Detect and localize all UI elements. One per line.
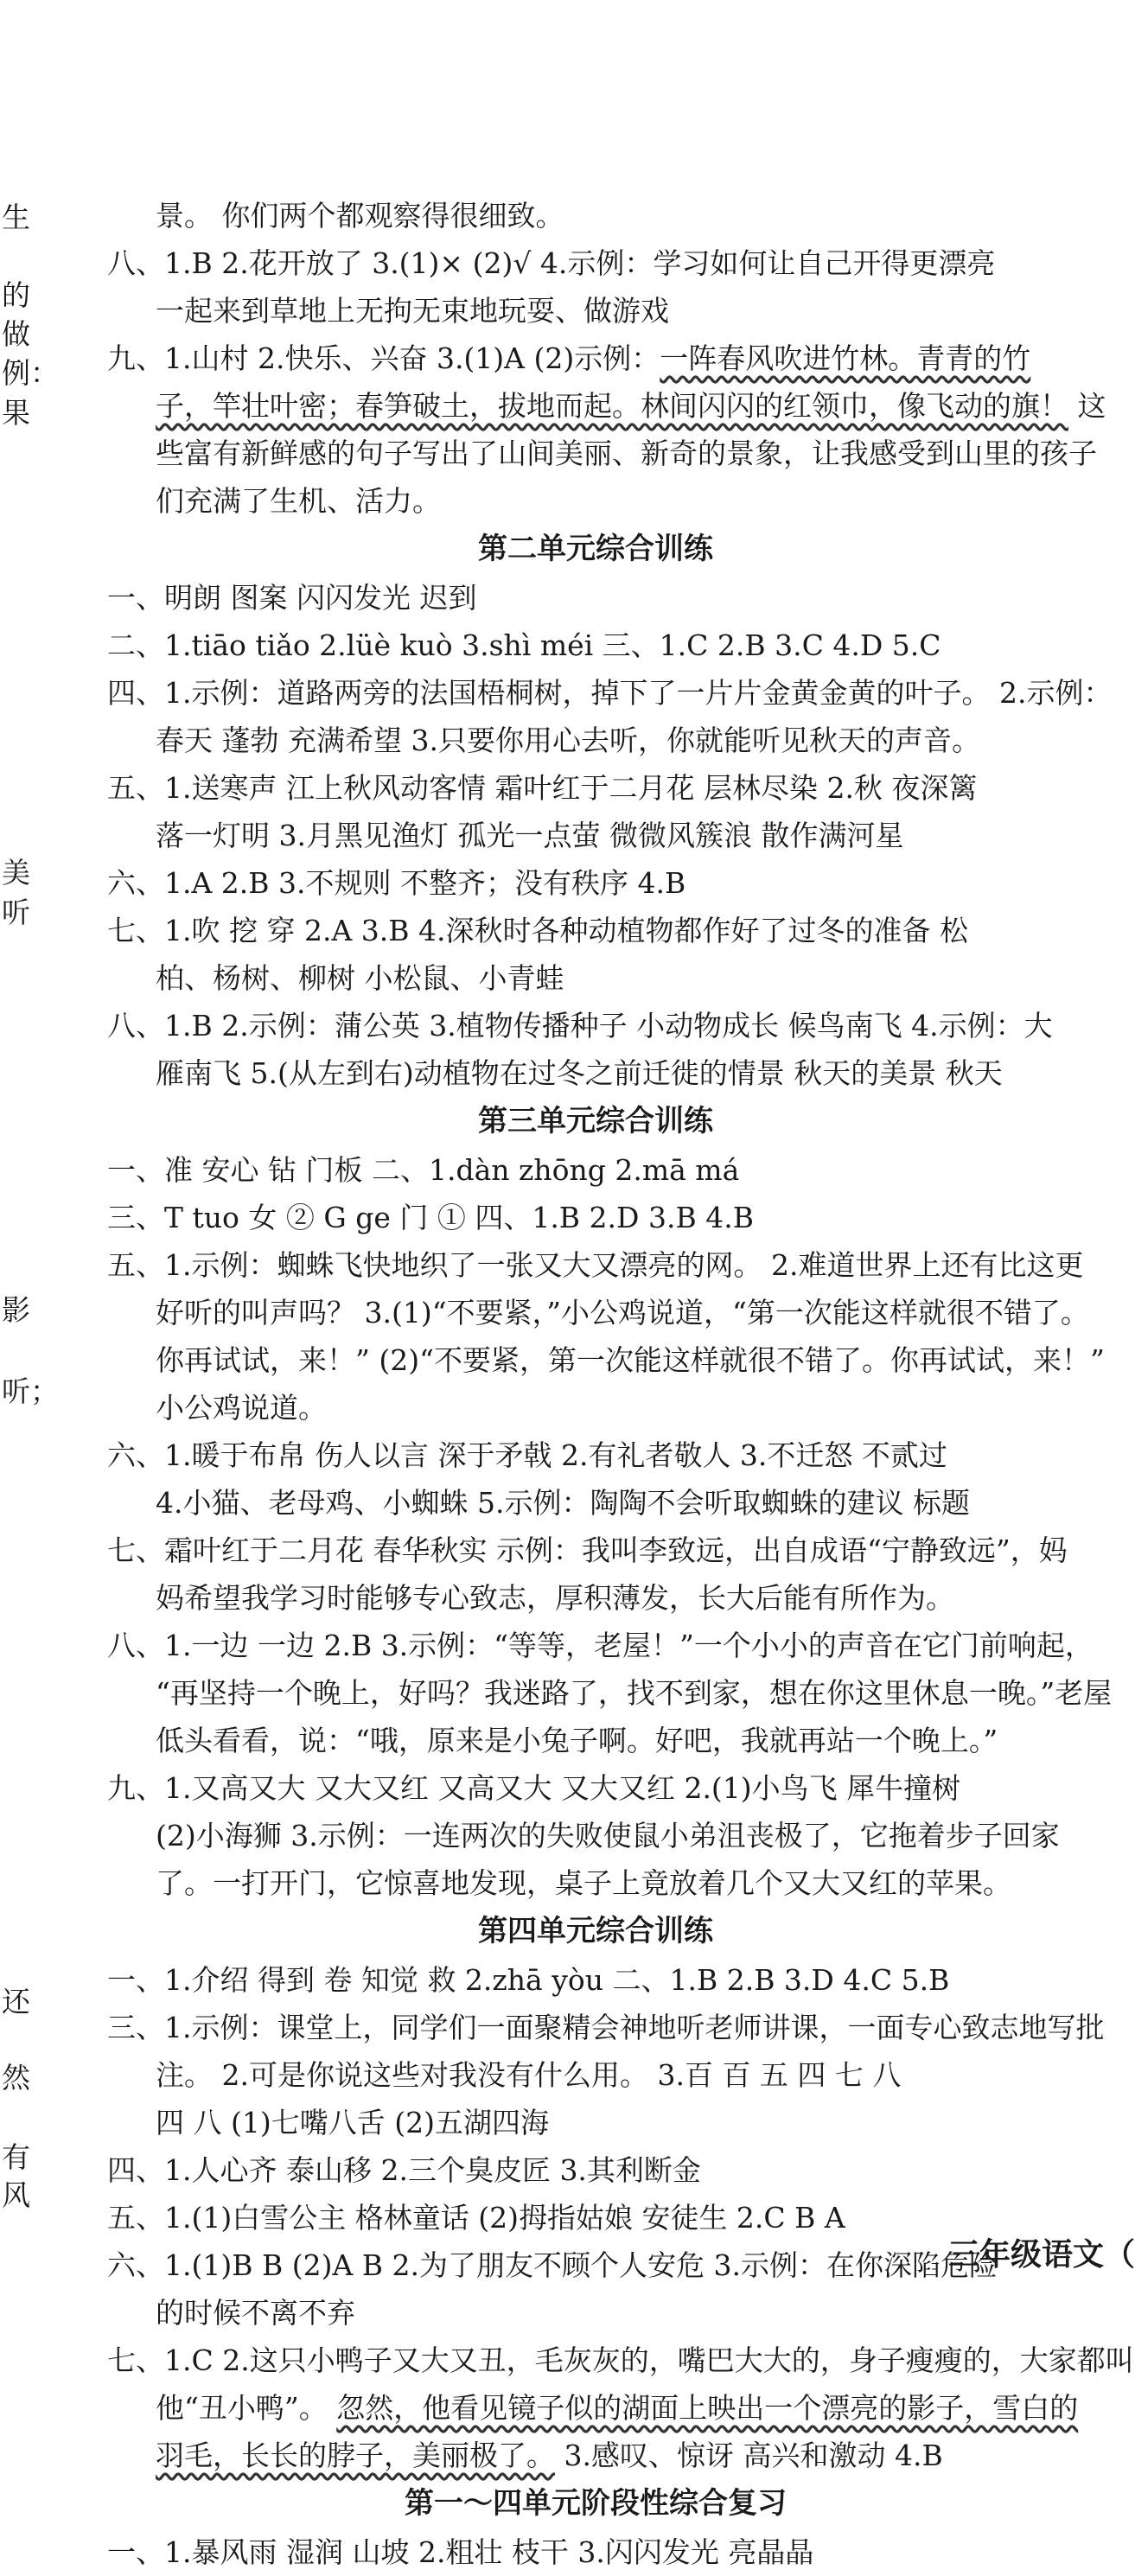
answer-line: 落一灯明 3.月黑见渔灯 孤光一点萤 微微风簇浪 散作满河星 (156, 819, 904, 852)
margin-fragment: 例： (2, 356, 59, 390)
answer-line: 些富有新鲜感的句子写出了山间美丽、新奇的景象，让我感受到山里的孩子 (156, 437, 1097, 470)
answer-line: 八、1.B 2.示例：蒲公英 3.植物传播种子 小动物成长 候鸟南飞 4.示例：大 (107, 1009, 1053, 1043)
answer-line: 低头看看，说：“哦，原来是小兔子啊。好吧，我就再站一个晚上。” (156, 1724, 998, 1757)
answer-line: 七、1.吹 挖 穿 2.A 3.B 4.深秋时各种动植物都作好了过冬的准备 松 (107, 914, 968, 947)
answer-line (107, 382, 1135, 430)
margin-fragment: 美 (2, 856, 30, 889)
answer-line: 八、1.一边 一边 2.B 3.示例：“等等，老屋！”一个小小的声音在它门前响起， (107, 1629, 1094, 1662)
margin-fragment: 做 (2, 317, 30, 351)
answer-text: 他“丑小鸭”。 (156, 2391, 337, 2425)
margin-fragment: 还 (2, 1985, 30, 2018)
wavy-underlined-text: 子，竿壮叶密；春笋破土，拔地而起。林间闪闪的红领巾，像飞动的旗！ (156, 389, 1068, 423)
answer-line: 八、1.B 2.花开放了 3.(1)× (2)√ 4.示例：学习如何让自己开得更漂亮 (107, 246, 996, 280)
answer-line: 4.小猫、老母鸡、小蜘蛛 5.示例：陶陶不会听取蜘蛛的建议 标题 (156, 1486, 970, 1520)
answer-line: 景。 你们两个都观察得很细致。 (156, 199, 564, 233)
answer-line: 四、1.示例：道路两旁的法国梧桐树，掉下了一片片金黄金黄的叶子。 2.示例： (107, 676, 1113, 710)
answer-line: 五、1.(1)白雪公主 格林童话 (2)拇指姑娘 安徒生 2.C B A (107, 2201, 845, 2235)
margin-fragment: 生 (2, 201, 30, 234)
answer-line: 春天 蓬勃 充满希望 3.只要你用心去听，你就能听见秋天的声音。 (156, 724, 980, 757)
answer-line: 六、1.(1)B B (2)A B 2.为了朋友不顾个人安危 3.示例：在你深陷危险 (107, 2248, 998, 2282)
wavy-underlined-text: 羽毛，长长的脖子，美丽极了。 (156, 2439, 555, 2472)
wavy-underlined-text: 一阵春风吹进竹林。青青的竹 (660, 341, 1031, 375)
margin-fragment: 然 (2, 2061, 30, 2095)
answer-line: “再坚持一个晚上，好吗？我迷路了，找不到家，想在你这里休息一晚。”老屋 (156, 1676, 1113, 1710)
answer-line: 二、1.tiāo tiǎo 2.lüè kuò 3.shì méi 三、1.C 2.B 3.C 4.D 5.C (107, 628, 941, 662)
answer-line (107, 2384, 1135, 2432)
answer-line: 四 八 (1)七嘴八舌 (2)五湖四海 (156, 2106, 549, 2139)
section-title: 第一～四单元阶段性综合复习 (405, 2486, 787, 2521)
answer-line: 三、1.示例：课堂上，同学们一面聚精会神地听老师讲课，一面专心致志地写批 (107, 2011, 1105, 2044)
wavy-underlined-text: 忽然，他看见镜子似的湖面上映出一个漂亮的影子，雪白的 (336, 2391, 1079, 2425)
answer-line: 一、1.介绍 得到 卷 知觉 救 2.zhā yòu 二、1.B 2.B 3.D 4.C 5.B (107, 1963, 950, 1997)
answer-line: 七、1.C 2.这只小鸭子又大又丑，毛灰灰的，嘴巴大大的，身子瘦瘦的，大家都叫 (107, 2343, 1134, 2377)
answer-line: 七、霜叶红于二月花 春华秋实 示例：我叫李致远，出自成语“宁静致远”，妈 (107, 1533, 1068, 1567)
answer-content (107, 192, 1135, 2576)
answer-line: 一、1.暴风雨 湿润 山坡 2.粗壮 枝干 3.闪闪发光 亮晶晶 (107, 2535, 814, 2569)
answer-line: 小公鸡说道。 (156, 1391, 327, 1425)
answer-line: 九、1.又高又大 又大又红 又高又大 又大又红 2.(1)小鸟飞 犀牛撞树 (107, 1771, 961, 1805)
answer-line: 好听的叫声吗？ 3.(1)“不要紧，”小公鸡说道，“第一次能这样就很不错了。 (156, 1296, 1089, 1329)
answer-line: 你再试试，来！” (2)“不要紧，第一次能这样就很不错了。你再试试，来！” (156, 1343, 1105, 1377)
answer-line: 们充满了生机、活力。 (156, 484, 441, 518)
answer-text: 这 (1068, 389, 1106, 423)
answer-line: 五、1.示例：蜘蛛飞快地织了一张又大又漂亮的网。 2.难道世界上还有比这更 (107, 1248, 1084, 1282)
answer-line: 的时候不离不弃 (156, 2296, 355, 2330)
answer-line: 六、1.暖于布帛 伤人以言 深于矛戟 2.有礼者敬人 3.不迁怒 不贰过 (107, 1438, 947, 1472)
answer-line: 注。 2.可是你说这些对我没有什么用。 3.百 百 五 四 七 八 (156, 2058, 902, 2092)
section-title: 第二单元综合训练 (478, 532, 713, 566)
answer-line: 四、1.人心齐 泰山移 2.三个臭皮匠 3.其利断金 (107, 2153, 701, 2187)
answer-line: (2)小海狮 3.示例：一连两次的失败使鼠小弟沮丧极了，它拖着步子回家 (156, 1819, 1060, 1852)
answer-line: 雁南飞 5.(从左到右)动植物在过冬之前迁徙的情景 秋天的美景 秋天 (156, 1056, 1003, 1090)
margin-fragment: 听 (2, 896, 30, 929)
answer-line: 一起来到草地上无拘无束地玩耍、做游戏 (156, 294, 669, 328)
answer-line: 了。一打开门，它惊喜地发现，桌子上竟放着几个又大又红的苹果。 (156, 1866, 1011, 1900)
margin-fragment: 风 (2, 2178, 30, 2212)
page-footer-label: 三年级语文（ (947, 2237, 1135, 2273)
answer-line: 柏、杨树、柳树 小松鼠、小青蛙 (156, 961, 564, 995)
answer-line (107, 2432, 1135, 2479)
margin-fragment: 的 (2, 278, 30, 312)
answer-text: 3.感叹、惊讶 高兴和激动 4.B (555, 2439, 943, 2472)
margin-fragment: 果 (2, 396, 30, 430)
answer-line: 一、明朗 图案 闪闪发光 迟到 (107, 581, 477, 615)
section-title: 第四单元综合训练 (478, 1914, 713, 1948)
answer-text: 九、1.山村 2.快乐、兴奋 3.(1)A (2)示例： (107, 341, 660, 375)
section-title: 第三单元综合训练 (478, 1104, 713, 1138)
answer-line: 三、T tuo 女 ② G ge 门 ① 四、1.B 2.D 3.B 4.B (107, 1201, 754, 1234)
margin-fragment: 听； (2, 1374, 59, 1408)
answer-line: 五、1.送寒声 江上秋风动客情 霜叶红于二月花 层林尽染 2.秋 夜深篱 (107, 771, 978, 805)
answer-line: 一、准 安心 钻 门板 二、1.dàn zhōng 2.mā má (107, 1153, 740, 1187)
answer-line (107, 335, 1135, 382)
margin-fragment: 影 (2, 1293, 30, 1327)
margin-fragment: 有 (2, 2140, 30, 2174)
answer-line: 六、1.A 2.B 3.不规则 不整齐；没有秩序 4.B (107, 866, 686, 900)
answer-line: 妈希望我学习时能够专心致志，厚积薄发，长大后能有所作为。 (156, 1581, 954, 1615)
